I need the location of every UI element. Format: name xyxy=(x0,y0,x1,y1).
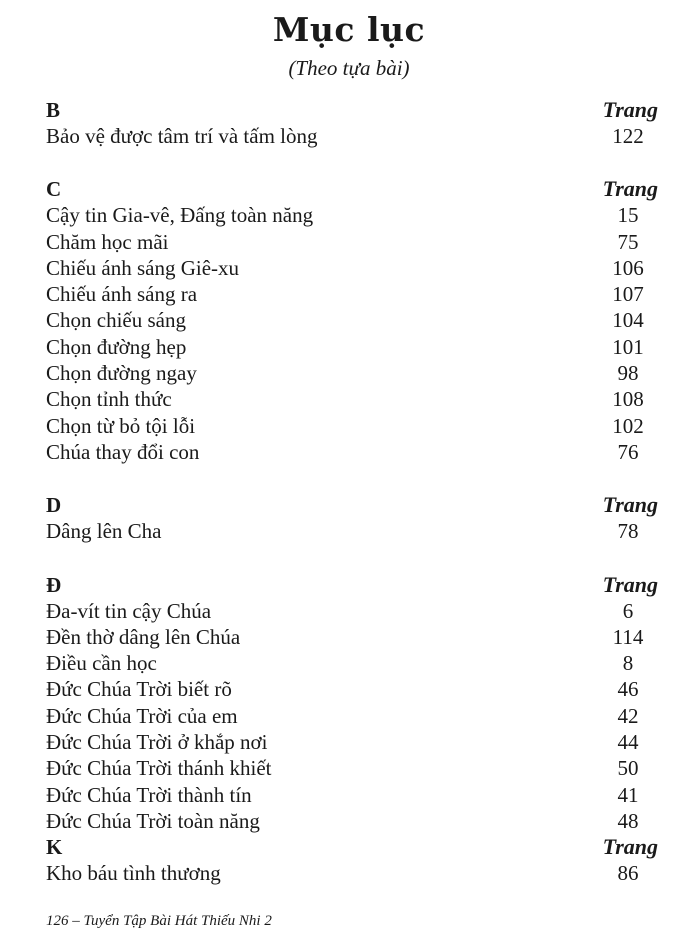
entry-page: 6 xyxy=(622,598,634,623)
toc-entry[interactable] xyxy=(46,755,658,781)
section-header xyxy=(46,492,658,518)
entry-page: 104 xyxy=(612,308,644,333)
page-column-label: Trang xyxy=(602,492,658,518)
toc-entry[interactable] xyxy=(46,307,658,333)
toc-entry[interactable] xyxy=(46,386,658,412)
toc-entry[interactable] xyxy=(46,650,658,676)
entry-title: Chúa thay đổi con xyxy=(46,439,200,464)
entry-title: Bảo vệ được tâm trí và tấm lòng xyxy=(46,124,318,148)
page-subtitle: (Theo tựa bài) xyxy=(288,56,410,80)
entry-title: Cậy tin Gia-vê, Đấng toàn năng xyxy=(46,203,314,228)
page-column-label: Trang xyxy=(602,97,658,122)
section-letter: Đ xyxy=(46,572,62,597)
entry-title: Dâng lên Cha xyxy=(46,519,162,544)
toc-section-k xyxy=(46,834,658,886)
entry-page: 78 xyxy=(617,519,639,544)
entry-page: 50 xyxy=(617,756,639,781)
toc-list xyxy=(46,97,658,887)
toc-entry[interactable] xyxy=(46,439,658,465)
toc-entry[interactable] xyxy=(46,860,658,886)
entry-page: 42 xyxy=(617,703,639,728)
page-title: Mục lục xyxy=(272,10,426,49)
page-column-label: Trang xyxy=(602,176,658,202)
entry-page: 41 xyxy=(617,782,639,807)
entry-page: 46 xyxy=(617,677,639,702)
entry-title: Chọn chiếu sáng xyxy=(46,308,186,333)
entry-page: 86 xyxy=(617,861,639,886)
entry-page: 106 xyxy=(612,255,644,280)
entry-page: 102 xyxy=(612,413,644,438)
toc-section-dd xyxy=(46,572,658,835)
page-column-label: Trang xyxy=(602,834,658,860)
toc-entry[interactable] xyxy=(46,598,658,624)
entry-title: Chọn đường hẹp xyxy=(46,334,187,359)
toc-entry[interactable] xyxy=(46,808,658,834)
toc-entry[interactable] xyxy=(46,255,658,281)
section-header xyxy=(46,176,658,202)
entry-page: 15 xyxy=(617,203,639,228)
entry-title: Kho báu tình thương xyxy=(46,861,221,886)
entry-page: 48 xyxy=(617,808,639,833)
toc-entry[interactable] xyxy=(46,123,658,149)
toc-entry[interactable] xyxy=(46,334,658,360)
entry-title: Điều cần học xyxy=(46,651,157,676)
entry-page: 114 xyxy=(612,624,644,649)
entry-page: 101 xyxy=(612,334,644,359)
entry-title: Đa-vít tin cậy Chúa xyxy=(46,598,212,623)
entry-title: Chăm học mãi xyxy=(46,229,169,254)
toc-entry[interactable] xyxy=(46,624,658,650)
entry-page: 8 xyxy=(622,651,634,676)
section-header xyxy=(46,572,658,598)
toc-section-c xyxy=(46,176,658,465)
entry-title: Chọn tỉnh thức xyxy=(46,387,172,412)
section-letter: B xyxy=(46,98,61,122)
toc-entry[interactable] xyxy=(46,360,658,386)
entry-title: Chiếu ánh sáng ra xyxy=(46,282,198,307)
toc-section-b xyxy=(46,97,658,149)
toc-entry[interactable] xyxy=(46,703,658,729)
toc-entry[interactable] xyxy=(46,229,658,255)
section-letter: K xyxy=(46,835,63,860)
entry-title: Đức Chúa Trời thành tín xyxy=(46,782,252,807)
toc-entry[interactable] xyxy=(46,729,658,755)
toc-entry[interactable] xyxy=(46,518,658,544)
entry-title: Đức Chúa Trời thánh khiết xyxy=(46,756,272,781)
entry-title: Chiếu ánh sáng Giê-xu xyxy=(46,255,240,280)
page-footer: 126 – Tuyển Tập Bài Hát Thiếu Nhi 2 xyxy=(46,913,272,929)
entry-title: Đức Chúa Trời toàn năng xyxy=(46,808,260,833)
entry-page: 98 xyxy=(617,361,639,386)
entry-page: 75 xyxy=(617,229,639,254)
toc-section-d xyxy=(46,492,658,544)
entry-page: 76 xyxy=(617,439,639,464)
toc-entry[interactable] xyxy=(46,782,658,808)
toc-entry[interactable] xyxy=(46,281,658,307)
toc-entry[interactable] xyxy=(46,202,658,228)
section-letter: D xyxy=(46,493,62,518)
section-header xyxy=(46,97,658,123)
entry-page: 44 xyxy=(617,730,639,755)
entry-page: 108 xyxy=(612,387,644,412)
entry-page: 122 xyxy=(612,124,644,148)
entry-title: Đền thờ dâng lên Chúa xyxy=(46,624,241,649)
entry-page: 107 xyxy=(612,282,644,307)
toc-entry[interactable] xyxy=(46,413,658,439)
toc-entry[interactable] xyxy=(46,676,658,702)
section-header xyxy=(46,834,658,860)
entry-title: Đức Chúa Trời biết rõ xyxy=(46,677,232,702)
entry-title: Chọn từ bỏ tội lỗi xyxy=(46,413,196,438)
entry-title: Đức Chúa Trời của em xyxy=(46,703,238,728)
page-column-label: Trang xyxy=(602,571,658,597)
entry-title: Đức Chúa Trời ở khắp nơi xyxy=(46,730,268,755)
entry-title: Chọn đường ngay xyxy=(46,361,197,386)
section-letter: C xyxy=(46,177,62,202)
